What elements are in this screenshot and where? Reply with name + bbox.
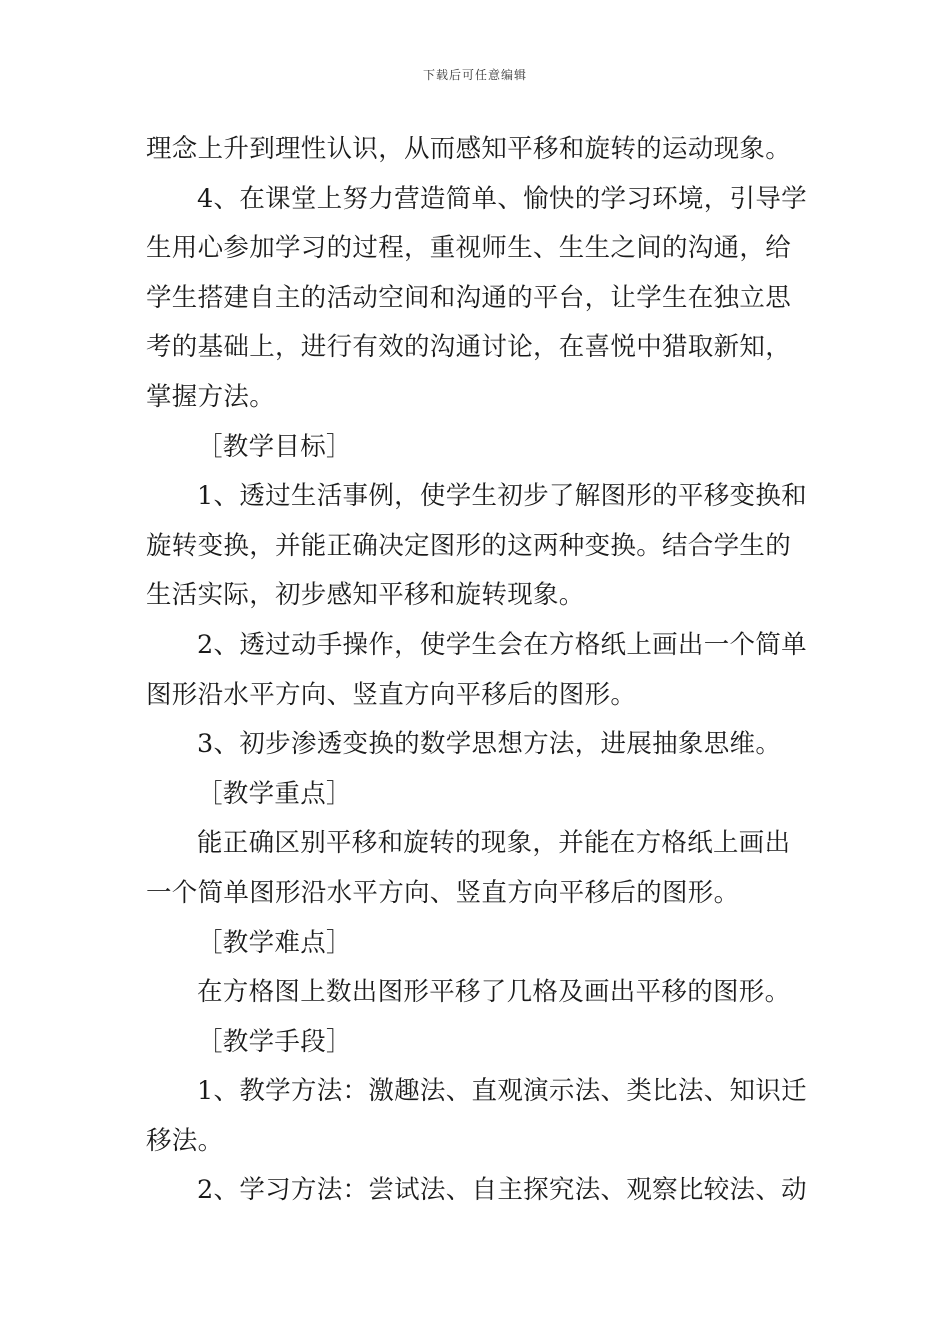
text-line: 移法。 (146, 1125, 224, 1156)
text-line: 在方格图上数出图形平移了几格及画出平移的图形。 (197, 977, 791, 1008)
text-line: 3、初步渗透变换的数学思想方法，进展抽象思维。 (197, 729, 782, 760)
text-line: 一个简单图形沿水平方向、竖直方向平移后的图形。 (146, 877, 740, 908)
text-line: 1、透过生活事例，使学生初步了解图形的平移变换和 (197, 481, 807, 512)
text-line: 生用心参加学习的过程，重视师生、生生之间的沟通，给 (146, 233, 792, 264)
page-header: 下载后可任意编辑 (422, 68, 527, 82)
text-line: 考的基础上，进行有效的沟通讨论，在喜悦中猎取新知， (146, 332, 792, 363)
document-body (146, 125, 816, 1216)
text-line: 2、透过动手操作，使学生会在方格纸上画出一个简单 (197, 629, 807, 660)
text-line: 1、教学方法：激趣法、直观演示法、类比法、知识迁 (197, 1076, 807, 1107)
text-line: 掌握方法。 (146, 381, 276, 412)
text-line: 4、在课堂上努力营造简单、愉快的学习环境，引导学 (197, 183, 807, 214)
text-line: 生活实际，初步感知平移和旋转现象。 (146, 580, 585, 611)
text-line: 图形沿水平方向、竖直方向平移后的图形。 (146, 679, 637, 710)
section-heading: ［教学手段］ (197, 1026, 352, 1057)
section-heading: ［教学难点］ (197, 927, 352, 958)
text-line: 能正确区别平移和旋转的现象，并能在方格纸上画出 (197, 828, 791, 859)
text-line: 2、学习方法：尝试法、自主探究法、观察比较法、动 (197, 1175, 807, 1206)
section-heading: ［教学目标］ (197, 431, 352, 462)
text-line: 理念上升到理性认识，从而感知平移和旋转的运动现象。 (146, 134, 792, 164)
text-line: 学生搭建自主的活动空间和沟通的平台，让学生在独立思 (146, 282, 792, 313)
section-heading: ［教学重点］ (197, 778, 352, 809)
text-line: 旋转变换，并能正确决定图形的这两种变换。结合学生的 (146, 530, 792, 561)
